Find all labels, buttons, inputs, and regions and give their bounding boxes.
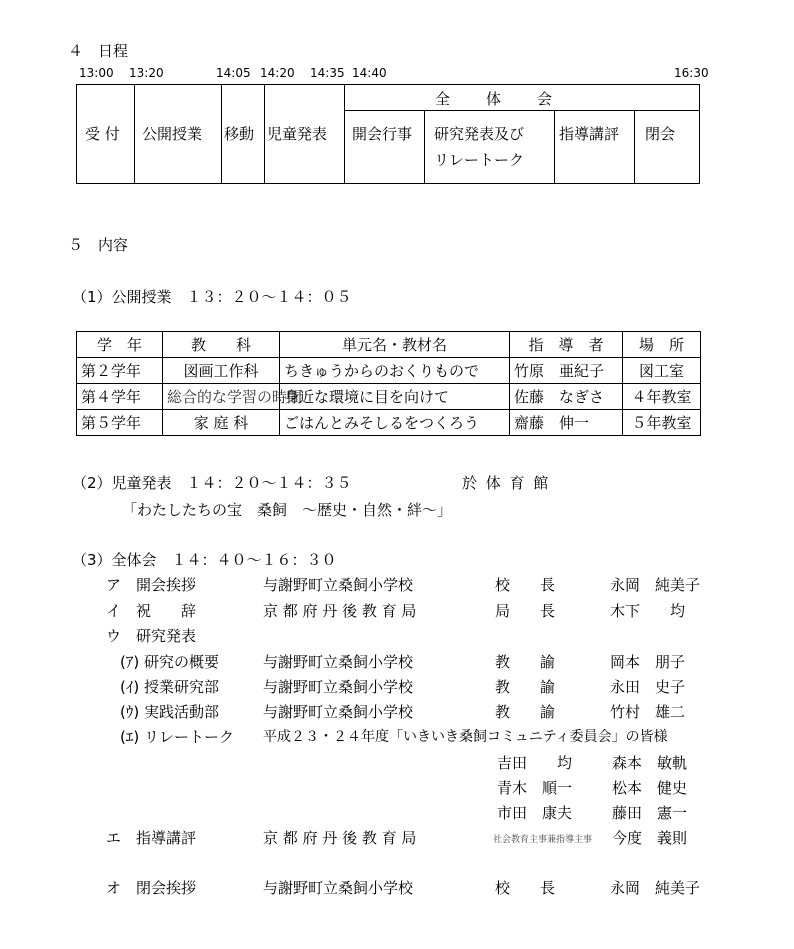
relay-member: 青木 順一 xyxy=(497,779,573,797)
unit-cell: 身近な環境に目を向けて xyxy=(280,384,510,410)
time-label: 14:40 xyxy=(352,66,387,80)
time-label: 14:35 xyxy=(310,66,345,80)
item-role: 校 長 xyxy=(495,576,556,594)
presentation-heading: （2）児童発表 １４：２０～１４：３５ xyxy=(72,474,352,492)
time-label: 13:20 xyxy=(129,66,164,80)
open-class-heading: （1）公開授業 １３：２０～１４：０５ xyxy=(72,288,352,306)
item-name: 岡本 朋子 xyxy=(610,653,686,671)
cell-relay-talk: リレートーク xyxy=(434,151,525,169)
header-grade: 学 年 xyxy=(77,332,163,358)
relay-member: 藤田 憲一 xyxy=(612,804,688,822)
item-label: (ｲ) 授業研究部 xyxy=(120,678,219,696)
item-name: 永岡 純美子 xyxy=(610,879,701,897)
item-org: 与謝野町立桑飼小学校 xyxy=(263,576,414,594)
time-label: 14:20 xyxy=(260,66,295,80)
place-cell: ５年教室 xyxy=(623,410,701,436)
item-role: 局 長 xyxy=(495,602,556,620)
item-name: 永岡 純美子 xyxy=(610,576,701,594)
cell-open-class: 公開授業 xyxy=(142,125,203,143)
item-org: 与謝野町立桑飼小学校 xyxy=(263,703,414,721)
item-label: (ｴ) リレートーク xyxy=(120,728,234,746)
table-header-row xyxy=(77,332,701,358)
grade-cell: 第５学年 xyxy=(77,410,163,436)
item-org: 京 都 府 丹 後 教 育 局 xyxy=(263,829,417,847)
cell-review: 指導講評 xyxy=(559,125,620,143)
item-name: 木下 均 xyxy=(610,602,686,620)
item-name: 竹村 雄二 xyxy=(610,703,686,721)
cell-reception: 受 付 xyxy=(85,125,120,143)
item-label: イ 祝 辞 xyxy=(106,602,197,620)
header-unit: 単元名・教材名 xyxy=(280,332,510,358)
item-org: 与謝野町立桑飼小学校 xyxy=(263,653,414,671)
time-label: 14:05 xyxy=(216,66,251,80)
table-row xyxy=(77,384,701,410)
header-subject: 教 科 xyxy=(163,332,280,358)
item-role: 教 諭 xyxy=(495,653,556,671)
cell-move: 移動 xyxy=(224,125,255,143)
item-org: 与謝野町立桑飼小学校 xyxy=(263,678,414,696)
content-heading: ５ 内容 xyxy=(68,236,129,254)
unit-cell: ごはんとみそしるをつくろう xyxy=(280,410,510,436)
item-label: オ 閉会挨拶 xyxy=(106,879,197,897)
item-org: 与謝野町立桑飼小学校 xyxy=(263,879,414,897)
item-name: 永田 史子 xyxy=(610,678,686,696)
subject-cell: 総合的な学習の時間 xyxy=(163,384,280,410)
relay-member: 森本 敏軌 xyxy=(612,754,688,772)
item-role: 教 諭 xyxy=(495,703,556,721)
place-cell: 図工室 xyxy=(623,358,701,384)
relay-member: 市田 康夫 xyxy=(497,804,573,822)
relay-member: 吉田 均 xyxy=(497,754,573,772)
cell-closing: 閉会 xyxy=(645,125,676,143)
relay-member: 松本 健史 xyxy=(612,779,688,797)
subject-cell: 家 庭 科 xyxy=(163,410,280,436)
general-session-header: 全 体 会 xyxy=(435,90,555,108)
grade-cell: 第２学年 xyxy=(77,358,163,384)
unit-cell: ちきゅうからのおくりもので xyxy=(280,358,510,384)
general-heading: （3）全体会 １４：４０～１６：３０ xyxy=(72,551,337,569)
item-label: ア 開会挨拶 xyxy=(106,576,197,594)
table-row xyxy=(77,358,701,384)
item-label: (ｱ) 研究の概要 xyxy=(120,653,219,671)
presentation-venue: 於 体 育 館 xyxy=(462,474,551,492)
item-name: 今度 義則 xyxy=(612,829,688,847)
header-teacher: 指 導 者 xyxy=(510,332,623,358)
class-table xyxy=(76,331,701,436)
teacher-cell: 齋藤 伸一 xyxy=(510,410,623,436)
item-org: 平成２３・２４年度「いきいき桑飼コミュニティ委員会」の皆様 xyxy=(263,729,668,745)
item-org: 京 都 府 丹 後 教 育 局 xyxy=(263,602,417,620)
teacher-cell: 佐藤 なぎさ xyxy=(510,384,623,410)
schedule-heading: ４ 日程 xyxy=(68,42,129,60)
cell-research: 研究発表及び xyxy=(434,125,525,143)
item-label: ウ 研究発表 xyxy=(106,627,197,645)
header-place: 場 所 xyxy=(623,332,701,358)
place-cell: ４年教室 xyxy=(623,384,701,410)
presentation-title: 「わたしたちの宝 桑飼 ～歴史・自然・絆～」 xyxy=(122,501,453,519)
cell-opening: 開会行事 xyxy=(352,125,413,143)
item-label: (ｳ) 実践活動部 xyxy=(120,703,219,721)
item-role: 教 諭 xyxy=(495,678,556,696)
item-role: 校 長 xyxy=(495,879,556,897)
table-row xyxy=(77,410,701,436)
teacher-cell: 竹原 亜紀子 xyxy=(510,358,623,384)
time-label: 13:00 xyxy=(79,66,114,80)
cell-student-presentation: 児童発表 xyxy=(267,125,328,143)
item-label: エ 指導講評 xyxy=(106,829,197,847)
grade-cell: 第４学年 xyxy=(77,384,163,410)
time-label: 16:30 xyxy=(674,66,709,80)
schedule-table xyxy=(76,84,700,184)
subject-cell: 図画工作科 xyxy=(163,358,280,384)
item-role: 社会教育主事兼指導主事 xyxy=(493,835,593,845)
